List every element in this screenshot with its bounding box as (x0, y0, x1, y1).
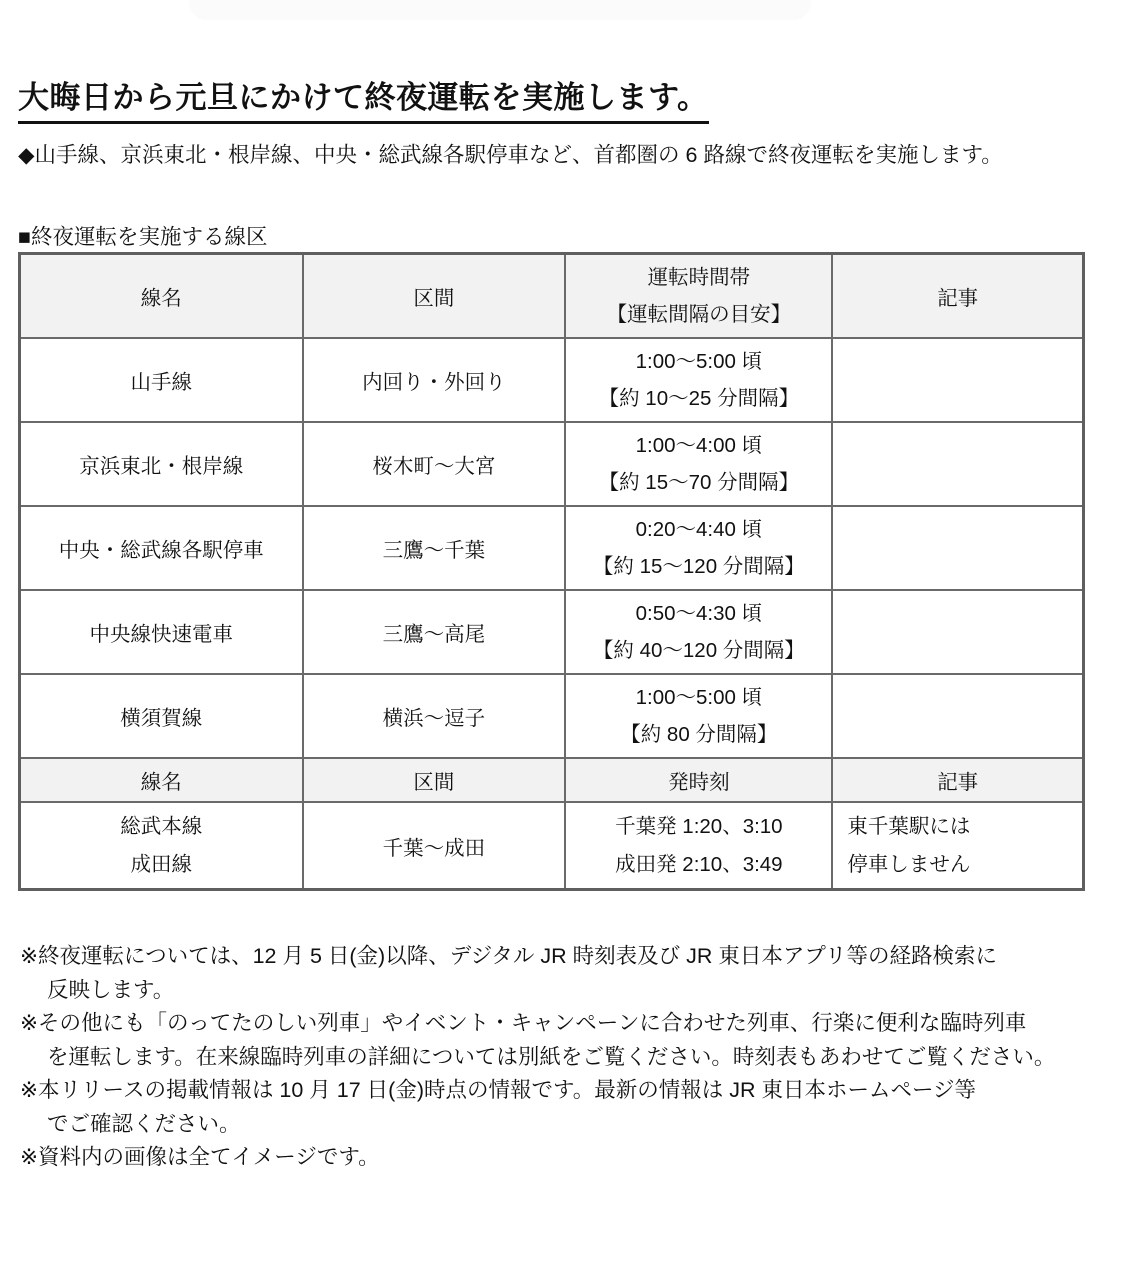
cell-section: 内回り・外回り (303, 338, 566, 422)
table-row-yokosuka (20, 674, 1084, 758)
cell-section: 千葉〜成田 (303, 802, 566, 890)
cell-line-name-line2: 成田線 (130, 852, 192, 876)
cell-remarks-line2: 停車しません (847, 852, 971, 876)
cell-remarks (832, 802, 1083, 890)
cell-time-line1: 1:00〜5:00 頃 (635, 686, 763, 709)
cell-time-line1: 1:00〜5:00 頃 (635, 350, 763, 373)
cell-time-line2: 【約 10〜25 分間隔】 (598, 387, 800, 410)
cell-section: 三鷹〜高尾 (303, 590, 566, 674)
cell-remarks (832, 506, 1083, 590)
header-time-band-line2: 【運転間隔の目安】 (606, 303, 792, 326)
overnight-service-table (18, 252, 1085, 891)
cell-time-line2: 【約 15〜120 分間隔】 (592, 555, 805, 578)
cell-time-line2: 【約 15〜70 分間隔】 (598, 471, 800, 494)
header2-section: 区間 (303, 758, 566, 802)
footnotes (20, 940, 1114, 1175)
table-row-chuosobu-local (20, 506, 1084, 590)
cell-line-name (20, 802, 303, 890)
cell-time-band (565, 674, 832, 758)
cell-remarks (832, 422, 1083, 506)
top-overlay (190, 0, 810, 18)
table-row-keihintohoku (20, 422, 1084, 506)
header-time-band-line1: 運転時間帯 (647, 266, 751, 289)
note-line: でご確認ください。 (47, 1111, 241, 1136)
cell-section: 横浜〜逗子 (303, 674, 566, 758)
header-section: 区間 (303, 254, 566, 339)
table-header-row-2 (20, 758, 1084, 802)
header2-line-name: 線名 (20, 758, 303, 802)
cell-line-name: 京浜東北・根岸線 (20, 422, 303, 506)
header-time-band (565, 254, 832, 339)
page-title-text: 大晦日から元旦にかけて終夜運転を実施します。 (18, 72, 709, 124)
cell-departure-line2: 成田発 2:10、3:49 (615, 852, 783, 876)
table-row-sobu-narita (20, 802, 1084, 890)
page-title (18, 72, 709, 124)
cell-departure-line1: 千葉発 1:20、3:10 (615, 814, 783, 838)
cell-line-name: 山手線 (20, 338, 303, 422)
cell-departure (565, 802, 832, 890)
cell-time-line1: 1:00〜4:00 頃 (635, 434, 763, 457)
cell-line-name: 横須賀線 (20, 674, 303, 758)
cell-time-band (565, 506, 832, 590)
cell-line-name: 中央・総武線各駅停車 (20, 506, 303, 590)
cell-time-line1: 0:20〜4:40 頃 (635, 518, 763, 541)
cell-line-name-line1: 総武本線 (120, 814, 203, 838)
cell-time-line2: 【約 80 分間隔】 (620, 723, 778, 746)
note-line: を運転します。在来線臨時列車の詳細については別紙をご覧ください。時刻表もあわせてご覧ください。 (47, 1044, 1056, 1069)
cell-time-line2: 【約 40〜120 分間隔】 (592, 639, 805, 662)
note-line: 反映します。 (47, 977, 175, 1002)
cell-remarks (832, 338, 1083, 422)
note-line: ※本リリースの掲載情報は 10 月 17 日(金)時点の情報です。最新の情報は JR 東日本ホームページ等 (20, 1078, 977, 1102)
cell-section: 桜木町〜大宮 (303, 422, 566, 506)
section-heading: ■終夜運転を実施する線区 (18, 225, 268, 249)
cell-section: 三鷹〜千葉 (303, 506, 566, 590)
cell-remarks (832, 590, 1083, 674)
note-line: ※その他にも「のってたのしい列車」やイベント・キャンペーンに合わせた列車、行楽に便利な臨時列車 (20, 1011, 1027, 1035)
header2-remarks: 記事 (832, 758, 1083, 802)
table-row-chuo-rapid (20, 590, 1084, 674)
cell-remarks (832, 674, 1083, 758)
header-remarks: 記事 (832, 254, 1083, 339)
table-header-row-1 (20, 254, 1084, 339)
cell-remarks-line1: 東千葉駅には (847, 814, 971, 838)
cell-time-band (565, 338, 832, 422)
cell-time-band (565, 422, 832, 506)
cell-line-name: 中央線快速電車 (20, 590, 303, 674)
cell-time-band (565, 590, 832, 674)
header-line-name: 線名 (20, 254, 303, 339)
header2-departure: 発時刻 (565, 758, 832, 802)
cell-time-line1: 0:50〜4:30 頃 (635, 602, 763, 625)
note-line: ※資料内の画像は全てイメージです。 (20, 1145, 380, 1169)
table-row-yamanote (20, 338, 1084, 422)
note-line: ※終夜運転については、12 月 5 日(金)以降、デジタル JR 時刻表及び JR 東日本アプリ等の経路検索に (20, 944, 997, 968)
intro-text: ◆山手線、京浜東北・根岸線、中央・総武線各駅停車など、首都圏の 6 路線で終夜運転を実施します。 (18, 143, 1003, 167)
